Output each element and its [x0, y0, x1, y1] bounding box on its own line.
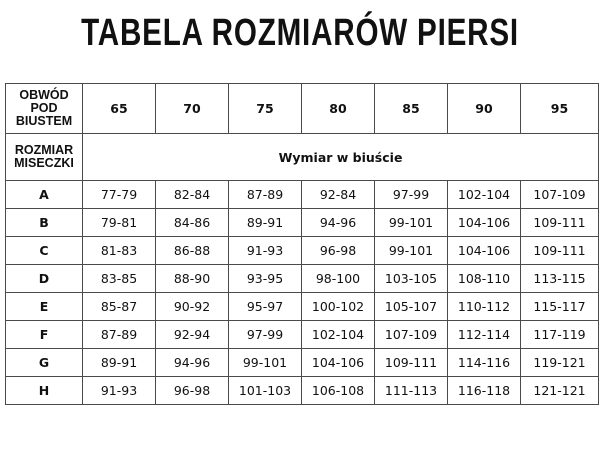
bust-range-cell: 94-96: [156, 349, 229, 377]
band-size-cell: 70: [156, 84, 229, 134]
bust-range-cell: 93-95: [229, 265, 302, 293]
cup-header-row: [6, 134, 599, 181]
bust-range-cell: 109-111: [521, 237, 599, 265]
bust-range-cell: 84-86: [156, 209, 229, 237]
band-header-label: OBWÓD POD BIUSTEM: [6, 84, 83, 134]
cup-size-cell: G: [6, 349, 83, 377]
bust-range-cell: 114-116: [448, 349, 521, 377]
bust-range-cell: 92-84: [302, 181, 375, 209]
bust-range-cell: 112-114: [448, 321, 521, 349]
band-size-cell: 75: [229, 84, 302, 134]
bust-range-cell: 85-87: [83, 293, 156, 321]
bust-range-cell: 82-84: [156, 181, 229, 209]
bust-range-cell: 104-106: [448, 209, 521, 237]
bust-range-cell: 119-121: [521, 349, 599, 377]
band-size-cell: 65: [83, 84, 156, 134]
bust-range-cell: 94-96: [302, 209, 375, 237]
table-row: [6, 321, 599, 349]
cup-size-cell: F: [6, 321, 83, 349]
bust-range-cell: 106-108: [302, 377, 375, 405]
cup-size-cell: H: [6, 377, 83, 405]
bust-range-cell: 110-112: [448, 293, 521, 321]
cup-size-cell: E: [6, 293, 83, 321]
bust-range-cell: 96-98: [302, 237, 375, 265]
bust-range-cell: 105-107: [375, 293, 448, 321]
bust-range-cell: 102-104: [302, 321, 375, 349]
bust-range-cell: 89-91: [83, 349, 156, 377]
bust-range-cell: 96-98: [156, 377, 229, 405]
bust-range-cell: 83-85: [83, 265, 156, 293]
cup-header-label: ROZMIAR MISECZKI: [6, 134, 83, 181]
band-header-row: [6, 84, 599, 134]
bust-range-cell: 109-111: [521, 209, 599, 237]
bust-range-cell: 86-88: [156, 237, 229, 265]
band-size-cell: 90: [448, 84, 521, 134]
bust-range-cell: 91-93: [229, 237, 302, 265]
bust-range-cell: 90-92: [156, 293, 229, 321]
table-row: [6, 181, 599, 209]
band-size-cell: 95: [521, 84, 599, 134]
bust-range-cell: 88-90: [156, 265, 229, 293]
bust-range-cell: 115-117: [521, 293, 599, 321]
bust-range-cell: 89-91: [229, 209, 302, 237]
cup-size-cell: D: [6, 265, 83, 293]
bust-range-cell: 104-106: [302, 349, 375, 377]
size-table: [5, 83, 599, 405]
bust-range-cell: 104-106: [448, 237, 521, 265]
bust-range-cell: 98-100: [302, 265, 375, 293]
cup-size-cell: C: [6, 237, 83, 265]
bust-range-cell: 87-89: [229, 181, 302, 209]
bust-range-cell: 87-89: [83, 321, 156, 349]
bust-range-cell: 92-94: [156, 321, 229, 349]
bust-range-cell: 95-97: [229, 293, 302, 321]
bust-range-cell: 107-109: [375, 321, 448, 349]
bust-range-cell: 116-118: [448, 377, 521, 405]
bust-range-cell: 79-81: [83, 209, 156, 237]
page-title: TABELA ROZMIARÓW PIERSI: [81, 12, 519, 54]
table-row: [6, 293, 599, 321]
bust-range-cell: 103-105: [375, 265, 448, 293]
bust-range-cell: 108-110: [448, 265, 521, 293]
cup-size-cell: A: [6, 181, 83, 209]
bust-range-cell: 121-121: [521, 377, 599, 405]
band-size-cell: 85: [375, 84, 448, 134]
bust-range-cell: 109-111: [375, 349, 448, 377]
table-row: [6, 377, 599, 405]
band-size-cell: 80: [302, 84, 375, 134]
table-row: [6, 209, 599, 237]
table-row: [6, 237, 599, 265]
cup-size-cell: B: [6, 209, 83, 237]
bust-range-cell: 99-101: [375, 209, 448, 237]
bust-measure-label: Wymiar w biuście: [83, 134, 599, 181]
bust-range-cell: 97-99: [375, 181, 448, 209]
bust-range-cell: 97-99: [229, 321, 302, 349]
bust-range-cell: 102-104: [448, 181, 521, 209]
bust-range-cell: 77-79: [83, 181, 156, 209]
bust-range-cell: 100-102: [302, 293, 375, 321]
table-row: [6, 349, 599, 377]
bust-range-cell: 113-115: [521, 265, 599, 293]
bust-range-cell: 111-113: [375, 377, 448, 405]
bust-range-cell: 99-101: [229, 349, 302, 377]
bust-range-cell: 101-103: [229, 377, 302, 405]
bust-range-cell: 107-109: [521, 181, 599, 209]
table-row: [6, 265, 599, 293]
bust-range-cell: 91-93: [83, 377, 156, 405]
bust-range-cell: 99-101: [375, 237, 448, 265]
bust-range-cell: 117-119: [521, 321, 599, 349]
bust-range-cell: 81-83: [83, 237, 156, 265]
